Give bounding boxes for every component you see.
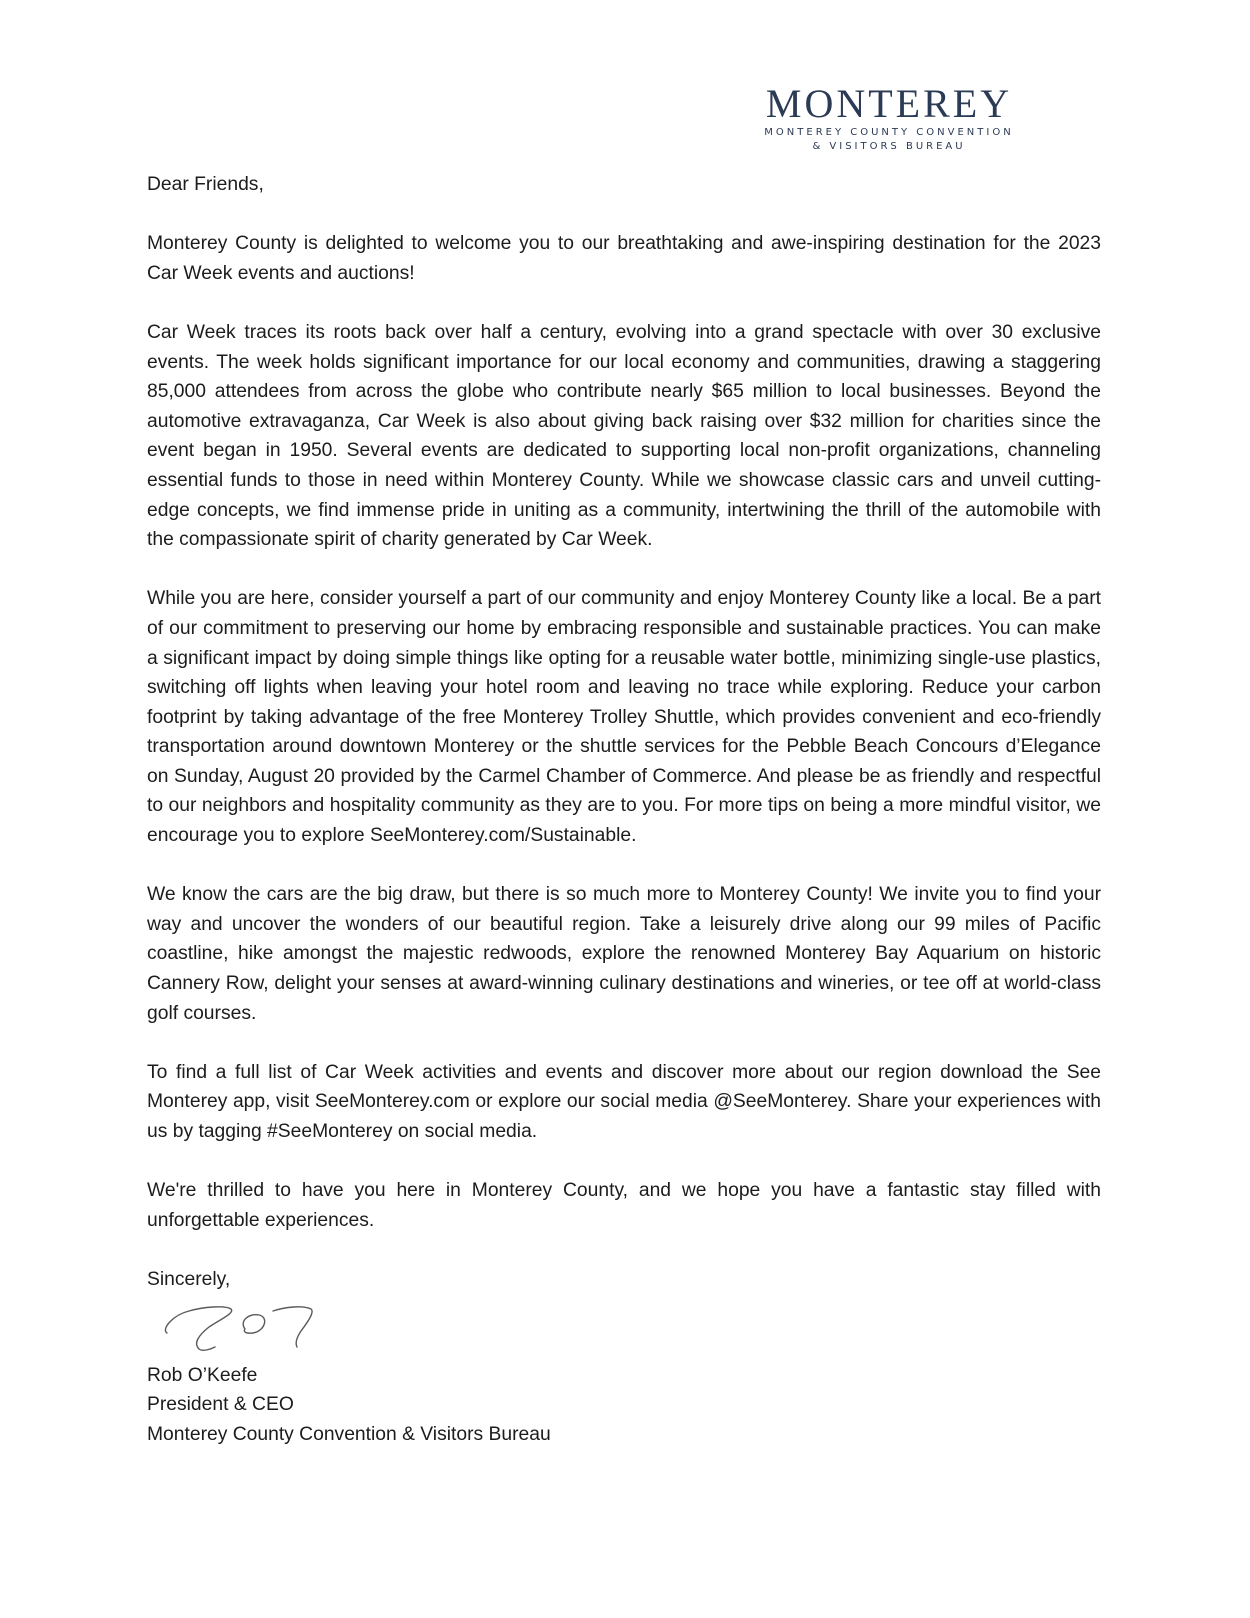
paragraph-welcome: Monterey County is delighted to welcome you to our breathtaking and awe-inspiring destination for the 2023 Car Week events and auctions!: [147, 233, 1101, 284]
signer-name: Rob O’Keefe: [147, 1364, 258, 1386]
logo-subtitle-line2: & VISITORS BUREAU: [812, 141, 966, 152]
signature-block: [147, 1361, 1101, 1450]
paragraph-sustainability: While you are here, consider yourself a part of our community and enjoy Monterey County like a local. Be a part of our commitment to preserving our home by embracing responsible and sustainable practices. You can make a significant impact by doing simple things like opting for a reusable water bottle, minimizing single-use plastics, switching off lights when leaving your hotel room and leaving no trace while exploring. Reduce your carbon footprint by taking advantage of the free Monterey Trolley Shuttle, which provides convenient and eco-friendly transportation around downtown Monterey or the shuttle services for the Pebble Beach Concours d’Elegance on Sunday, August 20 provided by the Carmel Chamber of Commerce. And please be as friendly and respectful to our neighbors and hospitality community as they are to you. For more tips on being a more mindful visitor, we encourage you to explore SeeMonterey.com/Sustainable.: [147, 588, 1101, 847]
handwritten-signature: [155, 1299, 319, 1353]
logo-subtitle-line1: MONTEREY COUNTY CONVENTION: [764, 127, 1014, 138]
paragraph-resources: To find a full list of Car Week activities and events and discover more about our region download the See Monterey app, visit SeeMonterey.com or explore our social media @SeeMonterey. Share your experiences with us by tagging #SeeMonterey on social media.: [147, 1061, 1101, 1142]
paragraph-attractions: We know the cars are the big draw, but there is so much more to Monterey County! We invite you to find your way and uncover the wonders of our beautiful region. Take a leisurely drive along our 99 miles of Pacific coastline, hike amongst the majestic redwoods, explore the renowned Monterey Bay Aquarium on historic Cannery Row, delight your senses at award-winning culinary destinations and wineries, or tee off at world-class golf courses.: [147, 884, 1101, 1024]
closing: Sincerely,: [147, 1268, 231, 1290]
paragraph-farewell: We're thrilled to have you here in Monterey County, and we hope you have a fantastic stay filled with unforgettable experiences.: [147, 1180, 1101, 1231]
logo: [738, 82, 1040, 154]
paragraph-car-week-history: Car Week traces its roots back over half a century, evolving into a grand spectacle with over 30 exclusive events. The week holds significant importance for our local economy and communities, drawing a staggering 85,000 attendees from across the globe who contribute nearly $65 million to local businesses. Beyond the automotive extravaganza, Car Week is also about giving back raising over $32 million for charities since the event began in 1950. Several events are dedicated to supporting local non-profit organizations, channeling essential funds to those in need within Monterey County. While we showcase classic cars and unveil cutting-edge concepts, we find immense pride in uniting as a community, intertwining the thrill of the automobile with the compassionate spirit of charity generated by Car Week.: [147, 321, 1101, 551]
salutation: Dear Friends,: [147, 174, 264, 195]
signer-organization: Monterey County Convention & Visitors Bureau: [147, 1423, 551, 1445]
letter-body: [147, 170, 1101, 1449]
signer-title: President & CEO: [147, 1394, 294, 1416]
logo-wordmark: MONTEREY: [765, 81, 1013, 126]
